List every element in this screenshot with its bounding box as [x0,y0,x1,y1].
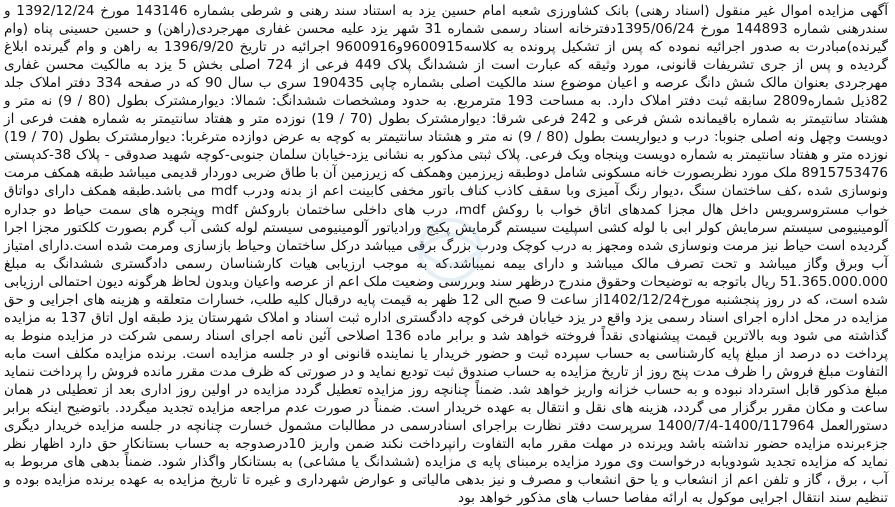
auction-notice-text: آگهی مزایده اموال غیر منقول (اسناد رهنی) بانک کشاورزی شعبه امام حسین یزد به استناد سند رهنی و شرطی بشماره 143146 مورخ 1392/12/24 و سندرهنی شماره 144893 مورخ 1395/06/24دفترخانه اسناد رسمی شماره 31 شهر یزد علیه محسن غفاری مهرجردی(راهن) و حسین حسینی پناه (وام گیرنده)مبادرت به صدور اجرائیه نموده که پس از تشکیل پرونده به کلاسه9600915و9600916 اجرائیه در تاریخ 1396/9/20 به راهن و وام گیرنده ابلاغ گردیده و پس از جری تشریفات قانونی، مورد وثیقه که عبارت است از ششدانگ پلاک 449 فرعی از 724 اصلی بخش 5 یزد به مالکیت محسن غفاری مهرجردی بعنوان مالک شش دانگ عرصه و اعیان موضوع سند مالکیت اصلی بشماره چاپی 190435 سری ب سال 90 که در صفحه 334 دفتر املاک جلد 82ذیل شماره2809 سابقه ثبت دفتر املاک دارد. به مساحت 193 مترمربع. به حدود ومشخصات ششدانگ: شمالا: دیوارمشترک بطول (80 / 9) نه متر و هشتاد سانتیمتر به شماره باقیمانده شش فرعی و 242 فرعی شرقا: دیوارمشترک بطول (70 / 19) نوزده متر و هفتاد سانتیمتر به شماره هفت فرعی از دویست وچهل ونه اصلی جنوبا: درب و دیواریست بطول (80 / 9) نه متر و هشتاد سانتیمتر به کوچه به عرض دوازده مترغربا: دیوارمشترک بطول (70 / 19) نوزده متر و هفتاد سانتیمتر به شماره دویست وپنجاه ویک فرعی. پلاک ثبتی مذکور به نشانی یزد-خیابان سلمان جنوبی-کوچه شهید صدوقی - پلاک 38-کدپستی 8915753476 ملک مورد نظربصورت خانه مسکونی شامل دوطبقه زیرزمین وهمکف که زیرزمین آن با طاق ضربی دوردار قدیمی میباشد طبقه همکف مرمت ونوسازی شده ،کف ساختمان سنگ ،دیوار رنگ آمیزی وبا سقف کاذب کناف باتور مخفی کابینت اعم از بدنه ودرب mdf می باشد.طبقه همکف دارای دواتاق خواب مستروسرویس داخل هال مجزا کمدهای اتاق خواب با روکش mdf، درب های داخلی ساختمان باروکش mdf وپنجره های سمت حیاط دو جداره آلومینیومی سیستم سرمایش کولر ابی با لوله کشی اسپلیت سیستم گرمایش پکیج ورادیاتور آلومینیومی سیستم لوله کشی آب گرم بصورت کلکتور مجزا اجرا گردیده است حیاط نیز مرمت ونوسازی شده ومجهز به درب کوچک ودرب بزرگ برقی میباشد درکل ساختمان وحیاط بازسازی ومرمت شده است.دارای امتیاز آب وبرق وگاز میباشد و تحت تصرف مالک میباشد و دارای بیمه نمیباشد.که به موجب ارزیابی هیات کارشناسان رسمی دادگستری ششدانگ به مبلغ 51.365.000.000 ریال باتوجه به توضیحات وحقوق مندرج درظهر سند وبررسی وضعیت ملک اعم از عرصه واعیان وبدون لحاظ هرگونه دیون احتمالی ارزیابی شده است، که در روز پنجشنبه مورخ1402/12/24از ساعت 9 صبح الی 12 ظهر به قیمت پایه درقبال کلیه طلب، خسارات متعلقه و هزینه های اجرایی و حق مزایده در محل اداره اجرای اسناد رسمی یزد واقع در یزد خیابان فرخی کوچه دادگستری اداره ثبت اسناد و املاک شهرستان یزد طبقه اول اتاق 137 به مزایده گذاشته می شود وبه بالاترین قیمت پیشنهادی نقداً فروخته خواهد شد و برابر ماده 136 اصلاحی آئین نامه اجرای اسناد رسمی شرکت در مزایده منوط به پرداخت ده درصد از مبلغ پایه کارشناسی به حساب سپرده ثبت و حضور خریدار یا نماینده قانونی او در جلسه مزایده است. برنده مزایده مکلف است مابه التفاوت مبلغ فروش را ظرف مدت پنج روز از تاریخ مزایده به حساب صندوق ثبت تودیع نماید و در صورتی که ظرف مدت مقرر مانده فروش را پرداخت ننماید مبلغ مذکور قابل استرداد نبوده و به حساب خزانه واریز خواهد شد. ضمناً چنانچه روز مزایده تعطیل گردد مزایده در اولین روز اداری بعد از تعطیلی در همان ساعت و مکان مقرر برگزار می گردد، هزینه های نقل و انتقال به عهده خریدار است. ضمناً در صورت عدم مراجعه مزایده تجدید میگردد. باتوضیح اینکه برابر دستورالعمل 1400/117964-1400/7/4 سرپرست دفتر نظارت براجرای اسنادرسمی در مطالبات مشمول خسارت چنانچه در جلسه مزایده خریدار دیگری جزءبرنده مزایده حضور نداشته باشد ویرنده در مهلت مقرر مابه التفاوت رانپرداخت نکند ضمن واریز 10درصدوجه به حساب بستانکار حق دارد اظهار نظر نماید که مزایده تجدید شودویابه درخواست وی مورد مزایده برمبنای پایه ی مزایده (ششدانگ یا مشاعی) به بستانکار واگذار شود. ضمناً بدهی های مربوط به آب ، برق ، گاز و تلفن اعم از انشعاب و یا حق انشعاب و مصرف و نیز بدهی مالیاتی و عوارض شهرداری و غیره تا تاریخ مزایده به عهده برنده مزایده بوده و تنظیم سند انتقال اجرایی موکول به ارائه مفاصا حساب های مذکور خواهد بود [4,3,889,507]
